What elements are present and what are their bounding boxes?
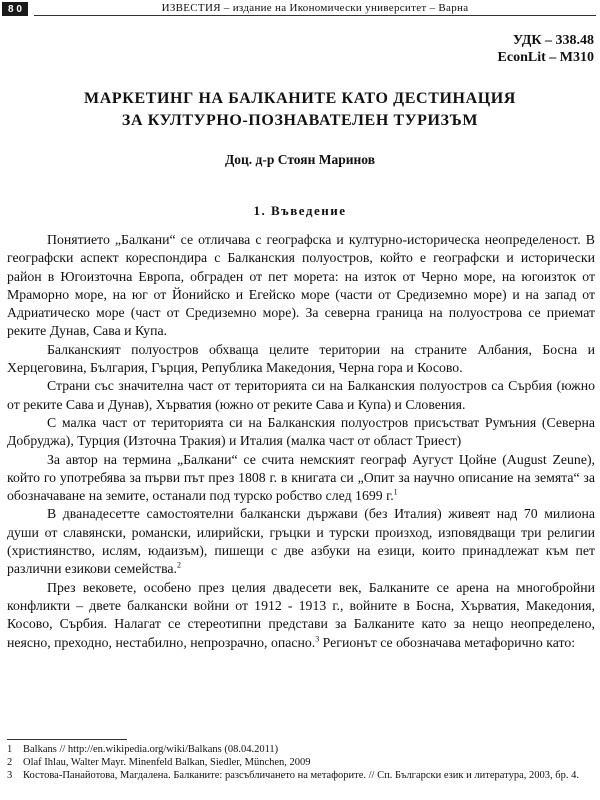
article-title xyxy=(20,88,580,132)
paragraph-1: Понятието „Балкани“ се отличава с географска и културно-историческа неопределеност. В географски аспект кореспондира с Балканския полуостров, който е географски и исторически район в Югоизточна Европа, обграден от пет морета: на изток от Черно море, на югоизток от Мраморно море, на юг от Йонийско и Егейско море (части от Средиземно море) и на запад от Адриатическо море (част от Средиземно море). За северна граница на полуострова се приемат реките Дунав, Сава и Купа. xyxy=(7,232,595,339)
paragraph-5-text: За автор на термина „Балкани“ се счита немският географ Аугуст Цойне (August Zeune), който го употребява за първи път през 1808 г. в книгата си „Опит за научно описание на земята“ за обозначаване на земите, останали под турско робство след 1699 г. xyxy=(7,451,595,504)
footnote-text: Костова-Панайотова, Магдалена. Балканите: разсъбличането на метафорите. // Сп. Български език и литература, 2003, бр. 4. xyxy=(23,770,579,781)
econlit-code: EconLit – M310 xyxy=(497,50,594,65)
section-heading: 1. Въведение xyxy=(253,203,347,218)
journal-running-head: ИЗВЕСТИЯ – издание на Икономически университет – Варна xyxy=(34,2,596,16)
paragraph-7 xyxy=(7,579,595,652)
footnote-number: 2 xyxy=(7,757,13,768)
author-name: Доц. д-р Стоян Маринов xyxy=(224,152,375,167)
classification-codes xyxy=(498,32,594,66)
footnote-text: Olaf Ihlau, Walter Mayr. Minenfeld Balkan, Siedler, München, 2009 xyxy=(23,757,311,768)
paragraph-6-text: В дванадесетте самостоятелни балкански държави (без Италия) живеят над 70 милиона души от славянски, романски, илирийски, гръцки и турски произход, изповядващи три религии (християнство, ислям, юдаизъм), пишещи с две азбуки на езици, които принадлежат към пет различни езикови семейства. xyxy=(7,506,595,577)
paragraph-7-tail: Регионът се обозначава метафорично като: xyxy=(319,634,576,650)
udk-code: УДК – 338.48 xyxy=(512,33,594,48)
article-body xyxy=(7,231,595,652)
title-line-1: МАРКЕТИНГ НА БАЛКАНИТЕ КАТО ДЕСТИНАЦИЯ xyxy=(84,90,516,107)
paragraph-7-text: През вековете, особено през целия двадесети век, Балканите се арена на многобройни конфликти – двете балкански войни от 1912 - 1913 г., войните в Босна, Хърватия, Македония, Косово, Сърбия. Налагат се стереотипни представи за Балканите като за нещо неопределено, неясно, преходно, нестабилно, непрозрачно, опасно. xyxy=(7,579,595,650)
footnote-number: 1 xyxy=(7,744,13,755)
footnotes xyxy=(7,743,595,782)
footnote-ref-1[interactable]: 1 xyxy=(393,487,398,497)
title-line-2: ЗА КУЛТУРНО-ПОЗНАВАТЕЛЕН ТУРИЗЪМ xyxy=(121,112,479,129)
footnote-text: Balkans // http://en.wikipedia.org/wiki/Balkans (08.04.2011) xyxy=(23,744,279,755)
footnote-item xyxy=(7,756,595,769)
paragraph-6 xyxy=(7,505,595,578)
footnote-item xyxy=(7,769,595,782)
paragraph-2: Балканският полуостров обхваща целите територии на страните Албания, Босна и Херцеговина, България, Гърция, Република Македония, Черна гора и Косово. xyxy=(7,341,595,376)
paragraph-4: С малка част от територията си на Балканския полуостров присъстват Румъния (Северна Добруджа), Турция (Източна Тракия) и Италия (малка част от област Триест) xyxy=(7,414,595,449)
footnote-divider xyxy=(7,739,127,740)
paragraph-3: Страни със значителна част от територията си на Балканския полуостров са Сърбия (южно от реките Сава и Дунав), Хърватия (южно от реките Сава и Купа) и Словения. xyxy=(7,378,595,412)
footnote-ref-2[interactable]: 2 xyxy=(176,560,181,570)
footnote-number: 3 xyxy=(7,770,13,781)
footnote-ref-3[interactable]: 3 xyxy=(315,633,320,643)
paragraph-5 xyxy=(7,451,595,506)
page-number: 8 0 xyxy=(2,2,28,16)
running-header xyxy=(0,0,600,18)
footnote-item xyxy=(7,743,595,756)
